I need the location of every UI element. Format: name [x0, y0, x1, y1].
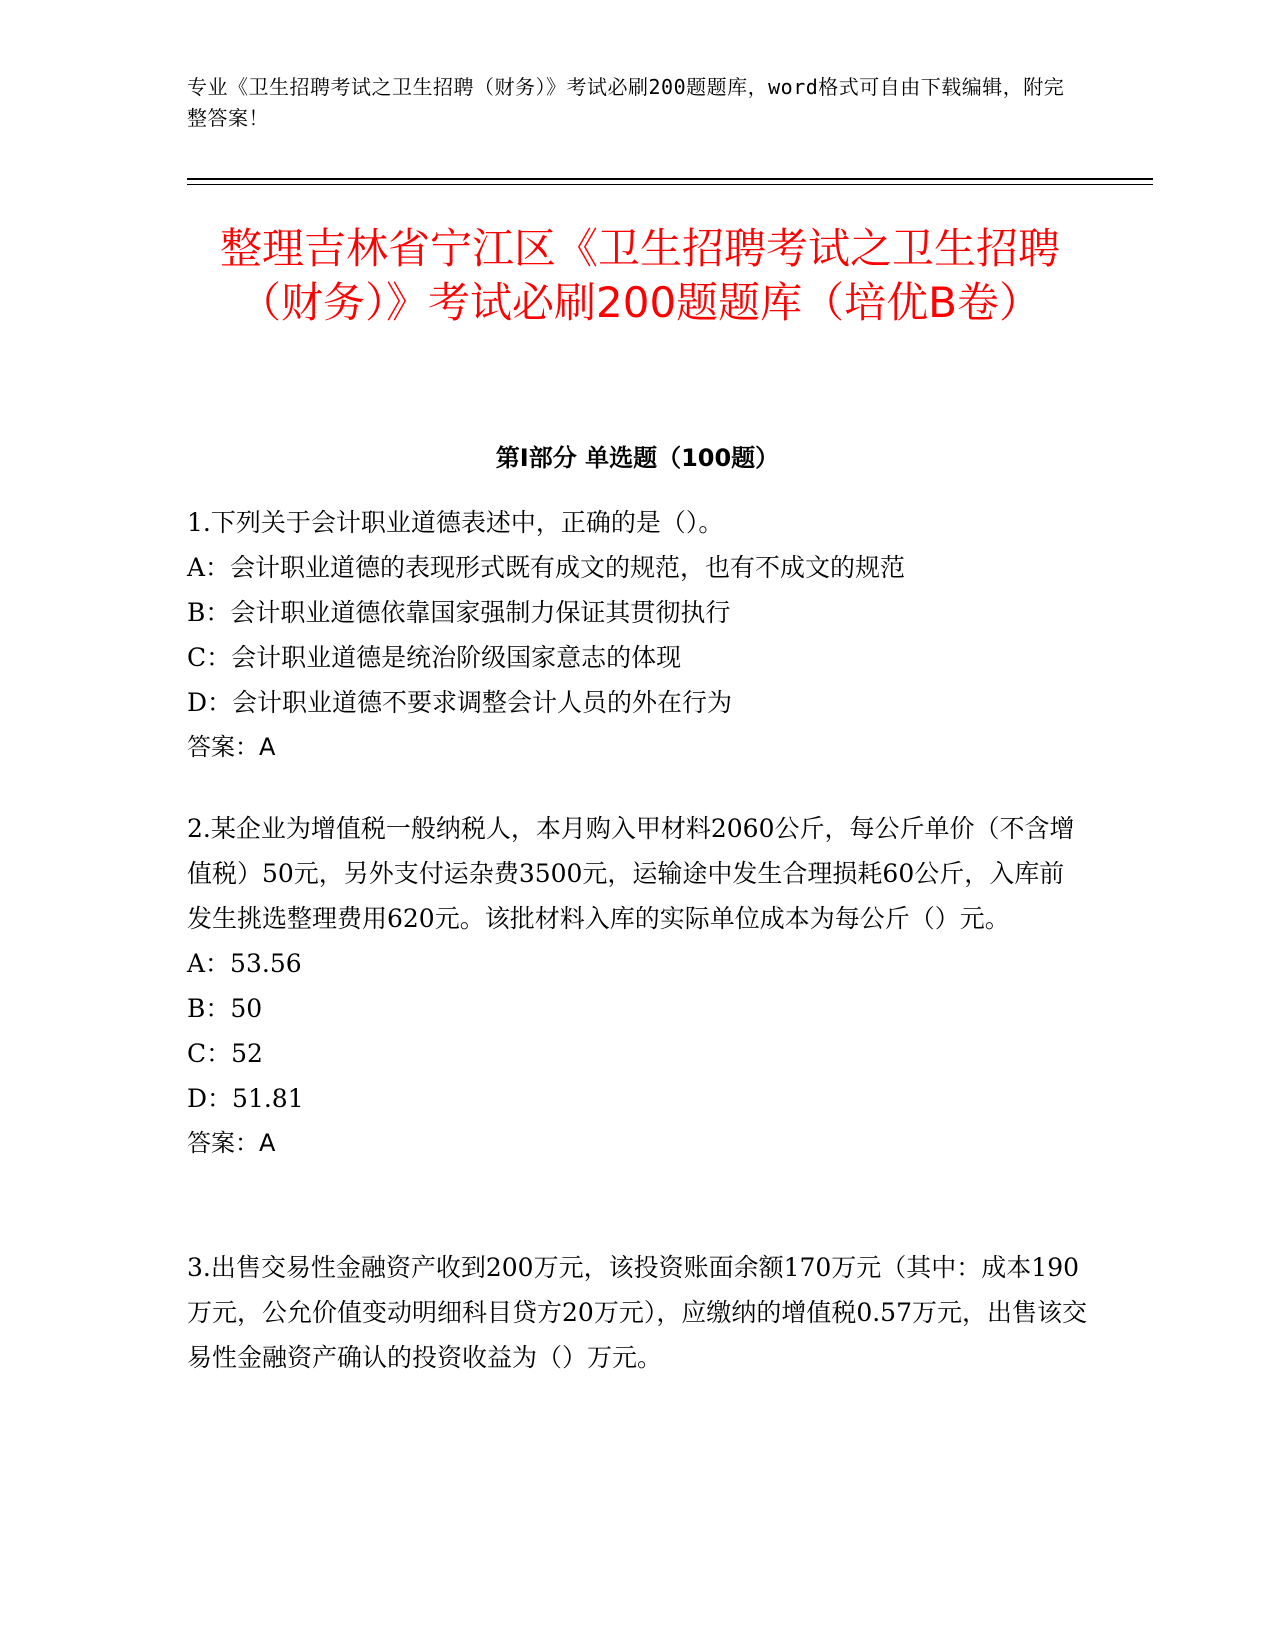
question-2 [187, 806, 1087, 1166]
question-3 [187, 1245, 1087, 1380]
question-stem: 3.出售交易性金融资产收到200万元，该投资账面余额170万元（其中：成本190万元，公允价值变动明细科目贷方20万元），应缴纳的增值税0.57万元，出售该交易性金融资产确认的投资收益为（）万元。 [187, 1253, 1087, 1372]
document-title: 整理吉林省宁江区《卫生招聘考试之卫生招聘（财务）》考试必刷200题题库（培优B卷） [219, 224, 1060, 327]
option-d: D：会计职业道德不要求调整会计人员的外在行为 [187, 688, 733, 717]
option-c: C：52 [187, 1039, 263, 1068]
option-a: A：53.56 [187, 949, 302, 978]
header-note: 专业《卫生招聘考试之卫生招聘（财务）》考试必刷200题题库，word格式可自由下载编辑，附完整答案！ [187, 75, 1065, 130]
option-b: B：会计职业道德依靠国家强制力保证其贯彻执行 [187, 598, 731, 627]
question-stem: 1.下列关于会计职业道德表述中，正确的是（）。 [187, 508, 724, 537]
answer: 答案：A [187, 1129, 276, 1157]
header-rule-thick [187, 178, 1153, 180]
answer: 答案：A [187, 733, 276, 761]
question-1 [187, 500, 1087, 770]
header-rule-thin [187, 184, 1153, 185]
option-d: D：51.81 [187, 1084, 304, 1113]
option-c: C：会计职业道德是统治阶级国家意志的体现 [187, 643, 682, 672]
option-a: A：会计职业道德的表现形式既有成文的规范，也有不成文的规范 [187, 553, 906, 582]
question-stem: 2.某企业为增值税一般纳税人，本月购入甲材料2060公斤，每公斤单价（不含增值税）50元，另外支付运杂费3500元，运输途中发生合理损耗60公斤，入库前发生挑选整理费用620元。该批材料入库的实际单位成本为每公斤（）元。 [187, 814, 1075, 933]
option-b: B：50 [187, 994, 263, 1023]
section-title: 第I部分 单选题（100题） [495, 444, 780, 472]
